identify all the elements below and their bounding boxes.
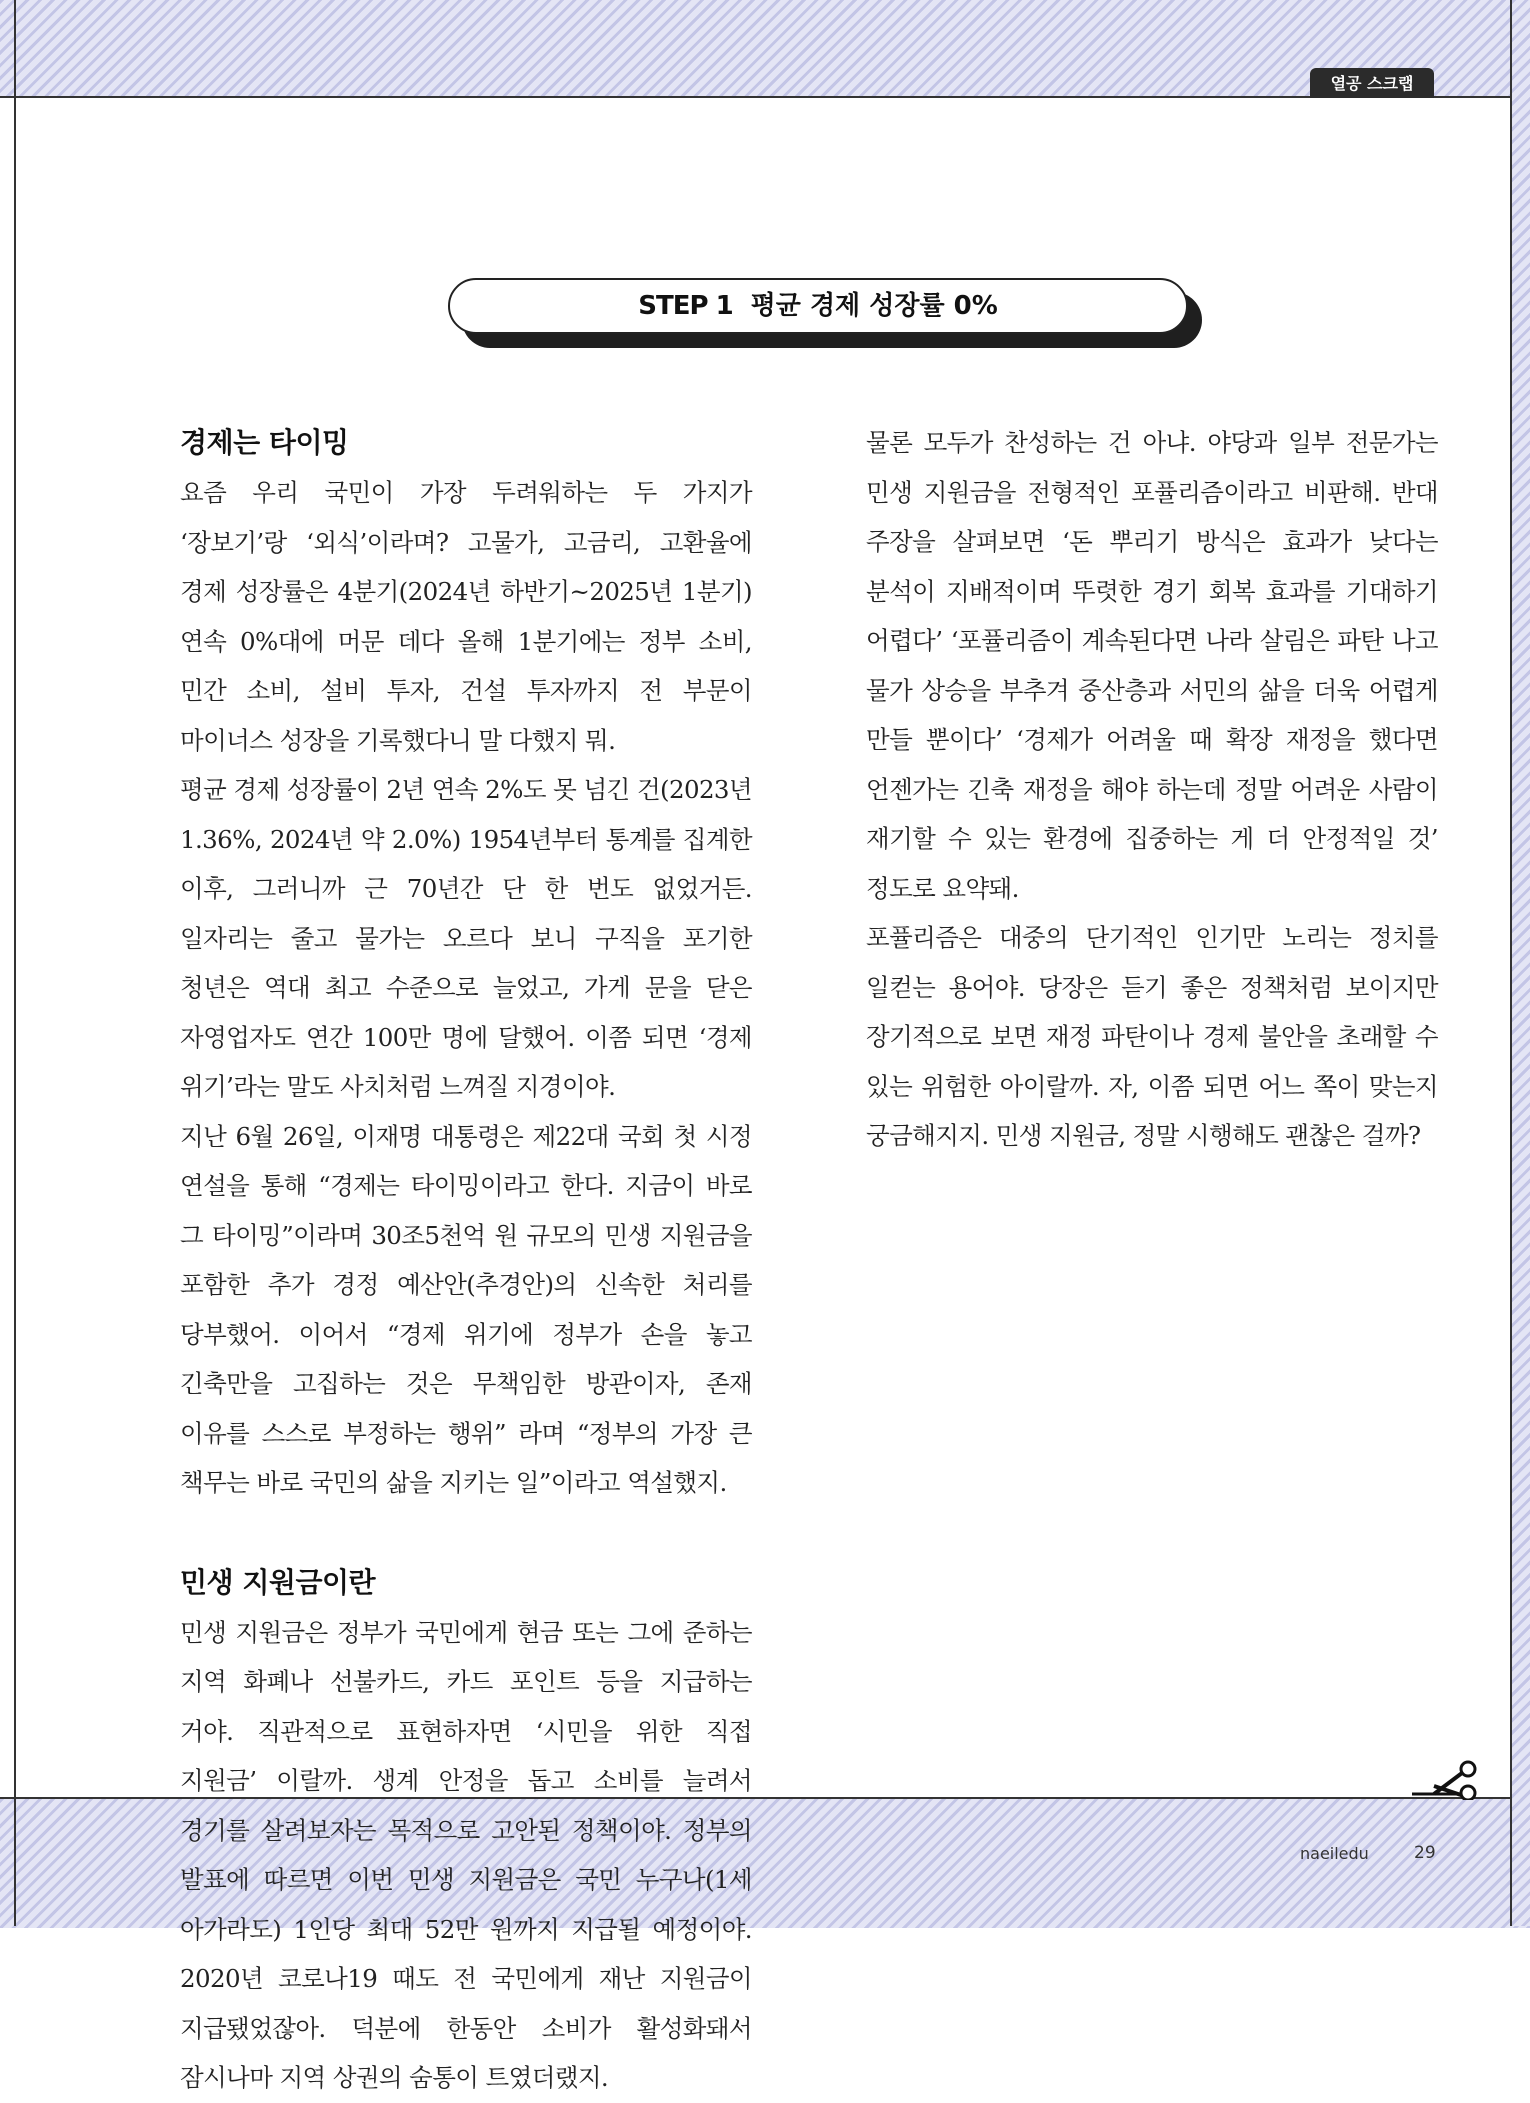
article-column-right (866, 418, 1438, 1161)
paragraph-6: 포퓰리즘은 대중의 단기적인 인기만 노리는 정치를 일컫는 용어야. 당장은 듣기 좋은 정책처럼 보이지만 장기적으로 보면 재정 파탄이나 경제 불안을 초래할 수 있는 위험한 아이랄까. 자, 이쯤 되면 어느 쪽이 맞는지 궁금해지지. 민생 지원금, 정말 시행해도 괜찮은 걸까? (866, 923, 1438, 1150)
scissors-icon (1412, 1760, 1480, 1800)
article-column-left (180, 418, 752, 2103)
footer-brand: naeiledu (1300, 1844, 1369, 1863)
step-title: 평균 경제 성장률 0% (750, 291, 998, 321)
step-banner (448, 278, 1188, 334)
section-tag: 열공 스크랩 (1310, 68, 1434, 98)
section-heading-support-fund: 민생 지원금이란 (180, 1565, 376, 1599)
paragraph-3: 지난 6월 26일, 이재명 대통령은 제22대 국회 첫 시정 연설을 통해 “경제는 타이밍이라고 한다. 지금이 바로 그 타이밍”이라며 30조5천억 원 규모의 민생 지원금을 포함한 추가 경정 예산안(추경안)의 신속한 처리를 당부했어. 이어서 “경제 위기에 정부가 손을 놓고 긴축만을 고집하는 것은 무책임한 방관이자, 존재 이유를 스스로 부정하는 행위” 라며 “정부의 가장 큰 책무는 바로 국민의 삶을 지키는 일”이라고 역설했지. (180, 1121, 752, 1497)
step-label: STEP 1 (638, 291, 733, 321)
paragraph-5: 물론 모두가 찬성하는 건 아냐. 야당과 일부 전문가는 민생 지원금을 전형적인 포퓰리즘이라고 비판해. 반대 주장을 살펴보면 ‘돈 뿌리기 방식은 효과가 낮다는 분석이 지배적이며 뚜렷한 경기 회복 효과를 기대하기 어렵다’ ‘포퓰리즘이 계속된다면 나라 살림은 파탄 나고 물가 상승을 부추겨 중산층과 서민의 삶을 더욱 어렵게 만들 뿐이다’ ‘경제가 어려울 때 확장 재정을 했다면 언젠가는 긴축 재정을 해야 하는데 정말 어려운 사람이 재기할 수 있는 환경에 집중하는 게 더 안정적일 것’ 정도로 요약돼. (866, 428, 1438, 903)
paragraph-4: 민생 지원금은 정부가 국민에게 현금 또는 그에 준하는 지역 화폐나 선불카드, 카드 포인트 등을 지급하는 거야. 직관적으로 표현하자면 ‘시민을 위한 직접 지원금’ 이랄까. 생계 안정을 돕고 소비를 늘려서 경기를 살려보자는 목적으로 고안된 정책이야. 정부의 발표에 따르면 이번 민생 지원금은 국민 누구나(1세 아가라도) 1인당 최대 52만 원까지 지급될 예정이야. 2020년 코로나19 때도 전 국민에게 재난 지원금이 지급됐었잖아. 덕분에 한동안 소비가 활성화돼서 잠시나마 지역 상권의 숨통이 트였더랬지. (180, 1617, 752, 2092)
paragraph-2: 평균 경제 성장률이 2년 연속 2%도 못 넘긴 건(2023년 1.36%, 2024년 약 2.0%) 1954년부터 통계를 집계한 이후, 그러니까 근 70년간 단 한 번도 없었거든. 일자리는 줄고 물가는 오르다 보니 구직을 포기한 청년은 역대 최고 수준으로 늘었고, 가게 문을 닫은 자영업자도 연간 100만 명에 달했어. 이쯤 되면 ‘경제 위기’라는 말도 사치처럼 느껴질 지경이야. (180, 775, 752, 1101)
page-number: 29 (1414, 1843, 1436, 1863)
section-heading-economy-timing: 경제는 타이밍 (180, 426, 349, 459)
paragraph-1: 요즘 우리 국민이 가장 두려워하는 두 가지가 ‘장보기’랑 ‘외식’이라며? 고물가, 고금리, 고환율에 경제 성장률은 4분기(2024년 하반기~2025년 1분기) 연속 0%대에 머문 데다 올해 1분기에는 정부 소비, 민간 소비, 설비 투자, 건설 투자까지 전 부문이 마이너스 성장을 기록했다니 말 다했지 뭐. (180, 478, 752, 755)
